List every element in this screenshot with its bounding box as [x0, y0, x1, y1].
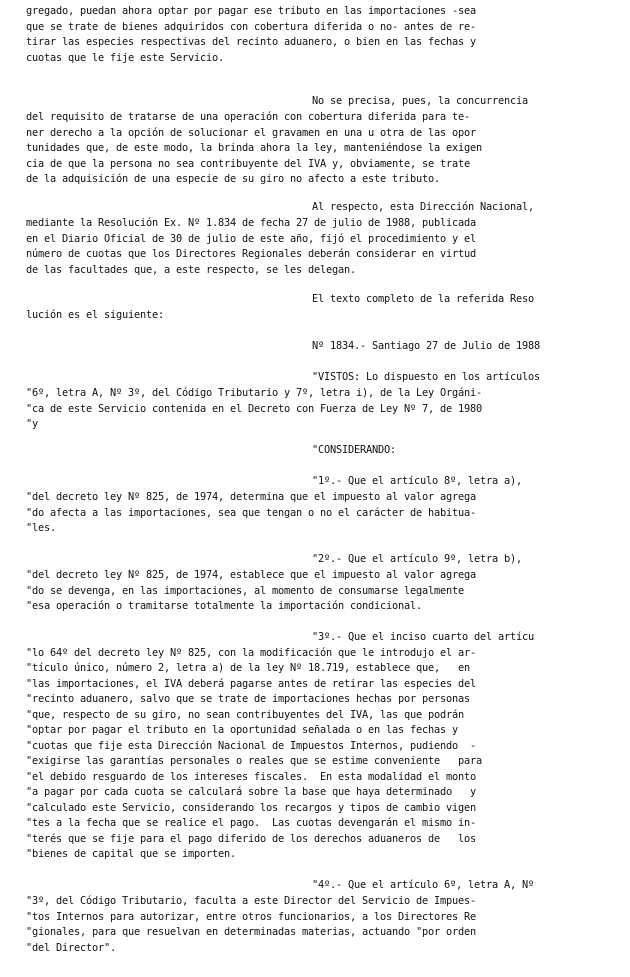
text-line: "esa operación o tramitarse totalmente la importación condicional.: [26, 600, 422, 612]
text-line: de las facultades que, a este respecto, se les delegan.: [26, 264, 356, 276]
text-line: "cuotas que fije esta Dirección Nacional de Impuestos Internos, pudiendo -: [26, 740, 476, 752]
text-line: "tículo único, número 2, letra a) de la ley Nº 18.719, establece que, en: [26, 662, 470, 674]
text-line: "les.: [26, 522, 56, 534]
text-line: "terés que se fije para el pago diferido de los derechos aduaneros de los: [26, 833, 476, 845]
text-line: del requisito de tratarse de una operación con cobertura diferida para te-: [26, 111, 470, 123]
text-line: de la adquisición de una especie de su giro no afecto a este tributo.: [26, 173, 440, 185]
text-line: tirar las especies respectivas del recinto aduanero, o bien en las fechas y: [26, 36, 476, 48]
text-line: "3º, del Código Tributario, faculta a este Director del Servicio de Impues-: [26, 895, 476, 907]
text-line: tunidades que, de este modo, la brinda ahora la ley, manteniéndose la exigen: [26, 142, 482, 154]
section-heading: "CONSIDERANDO:: [312, 444, 396, 456]
text-line: "1º.- Que el artículo 8º, letra a),: [312, 475, 522, 487]
text-line: "ca de este Servicio contenida en el Decreto con Fuerza de Ley Nº 7, de 1980: [26, 403, 482, 415]
text-line: en el Diario Oficial de 30 de julio de este año, fijó el procedimiento y el: [26, 233, 476, 245]
text-line: "lo 64º del decreto ley Nº 825, con la modificación que le introdujo el ar-: [26, 647, 476, 659]
text-line: número de cuotas que los Directores Regionales deberán considerar en virtud: [26, 248, 476, 260]
text-line: "tes a la fecha que se realice el pago. Las cuotas devengarán el mismo in-: [26, 817, 476, 829]
text-line: "3º.- Que el inciso cuarto del artícu: [312, 631, 534, 643]
resolution-heading: Nº 1834.- Santiago 27 de Julio de 1988: [312, 340, 540, 352]
text-line: "a pagar por cada cuota se calculará sobre la base que haya determinado y: [26, 786, 476, 798]
text-line: No se precisa, pues, la concurrencia: [312, 95, 528, 107]
text-line: "recinto aduanero, salvo que se trate de importaciones hechas por personas: [26, 693, 470, 705]
text-line: que se trate de bienes adquiridos con cobertura diferida o no- antes de re-: [26, 21, 476, 33]
text-line: Al respecto, esta Dirección Nacional,: [312, 201, 534, 213]
text-line: "y: [26, 418, 38, 430]
text-line: "tos Internos para autorizar, entre otros funcionarios, a los Directores Re: [26, 911, 476, 923]
text-line: "6º, letra A, Nº 3º, del Código Tributario y 7º, letra i), de la Ley Orgáni-: [26, 387, 482, 399]
text-line: gregado, puedan ahora optar por pagar ese tributo en las importaciones -sea: [26, 5, 476, 17]
text-line: mediante la Resolución Ex. Nº 1.834 de fecha 27 de julio de 1988, publicada: [26, 217, 476, 229]
text-line: lución es el siguiente:: [26, 309, 164, 321]
text-line: "VISTOS: Lo dispuesto en los artículos: [312, 371, 540, 383]
text-line: "do se devenga, en las importaciones, al momento de consumarse legalmente: [26, 585, 464, 597]
text-line: "calculado este Servicio, considerando los recargos y tipos de cambio vigen: [26, 802, 476, 814]
text-line: "gionales, para que resuelvan en determinadas materias, actuando "por orden: [26, 926, 476, 938]
text-line: El texto completo de la referida Reso: [312, 293, 534, 305]
text-line: "del Director".: [26, 942, 116, 954]
text-line: "do afecta a las importaciones, sea que tengan o no el carácter de habitua-: [26, 507, 476, 519]
text-line: "2º.- Que el artículo 9º, letra b),: [312, 553, 522, 565]
text-line: "del decreto ley Nº 825, de 1974, establece que el impuesto al valor agrega: [26, 569, 476, 581]
text-line: cuotas que le fije este Servicio.: [26, 52, 224, 64]
text-line: "exigirse las garantías personales o reales que se estime conveniente para: [26, 755, 482, 767]
text-line: "optar por pagar el tributo en la oportunidad señalada o en las fechas y: [26, 724, 458, 736]
text-line: "del decreto ley Nº 825, de 1974, determina que el impuesto al valor agrega: [26, 491, 476, 503]
text-line: ner derecho a la opción de solucionar el gravamen en una u otra de las opor: [26, 127, 476, 139]
text-line: "las importaciones, el IVA deberá pagarse antes de retirar las especies del: [26, 678, 476, 690]
text-line: "4º.- Que el artículo 6º, letra A, Nº: [312, 879, 534, 891]
text-line: "bienes de capital que se importen.: [26, 848, 236, 860]
text-line: "que, respecto de su giro, no sean contribuyentes del IVA, las que podrán: [26, 709, 464, 721]
text-line: cia de que la persona no sea contribuyente del IVA y, obviamente, se trate: [26, 158, 470, 170]
text-line: "el debido resguardo de los intereses fiscales. En esta modalidad el monto: [26, 771, 476, 783]
